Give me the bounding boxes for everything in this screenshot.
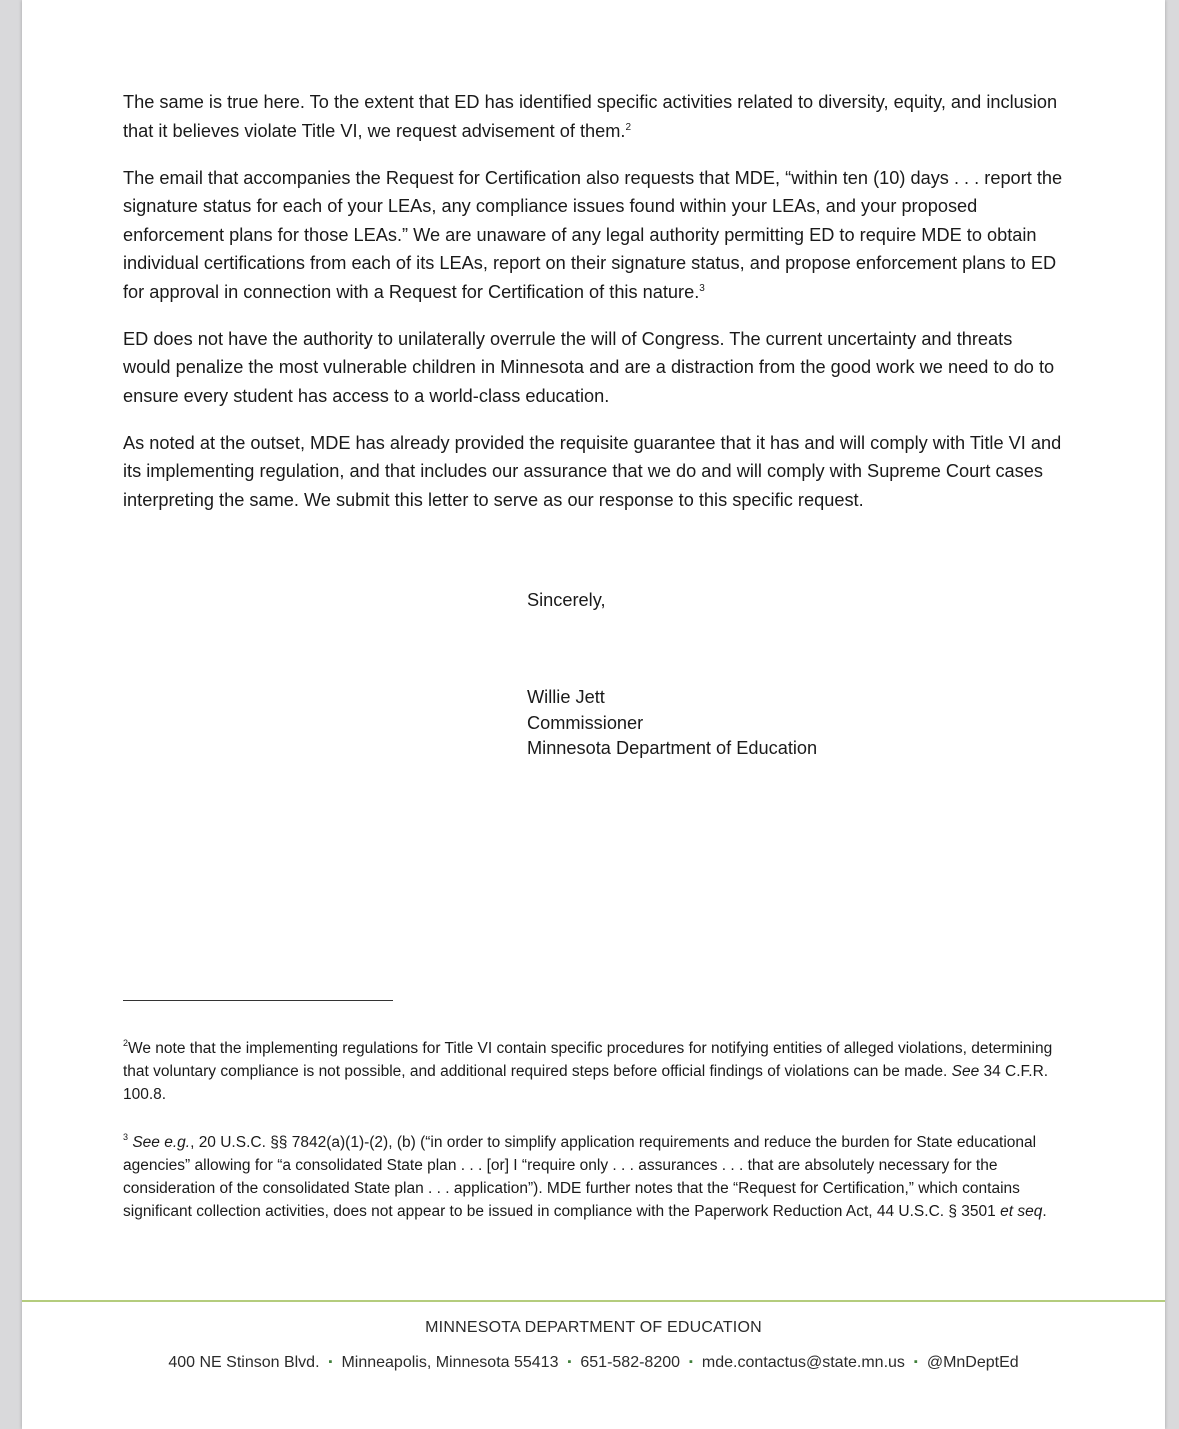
- bullet-icon: ▪: [328, 1356, 333, 1368]
- paragraph-compliance-guarantee: As noted at the outset, MDE has already provided the requisite guarantee that it has and will comply with Title VI and its implementing regulation, and that includes our assurance that we do and will comply with Supreme Court cases interpreting the same. We submit this letter to serve as our response to this specific request.: [123, 432, 1062, 510]
- footnote-3: $^3$ See e.g., 20 U.S.C. §§ 7842(a)(1)-(2), (b) (“in order to simplify application requirements and reduce the burden for State educational agencies” allowing for “a consolidated State plan . . . [or] I “require only . . . assurances . . . that are absolutely necessary for the consideration of the consolidated State plan . . . application”). MDE further notes that the “Request for Certification,” which contains significant collection activities, does not appear to be issued in compliance with the Paperwork Reduction Act, 44 U.S.C. § 3501 et seq.: [123, 1131, 1047, 1220]
- signature-block: [527, 685, 817, 762]
- footnote-separator: [123, 1000, 393, 1001]
- paragraph-authority-of-congress: ED does not have the authority to unilaterally overrule the will of Congress. The current uncertainty and threats would penalize the most vulnerable children in Minnesota and are a distraction from the good work we need to do to ensure every student has access to a world-class education.: [123, 328, 1055, 406]
- paragraph-lea-certifications: The email that accompanies the Request for Certification also requests that MDE, “within ten (10) days . . . report the signature status for each of your LEAs, any compliance issues found within your LEAs, and your proposed enforcement plans for those LEAs.” We are unaware of any legal authority permitting ED to require MDE to obtain individual certifications from each of its LEAs, report on their signature status, and propose enforcement plans to ED for approval in connection with a Request for Certification of this nature.$^3$: [123, 167, 1063, 302]
- signer-organization: Minnesota Department of Education: [527, 738, 818, 758]
- footnote-number: 2: [123, 1037, 129, 1048]
- footnote-ref-2[interactable]: 2: [625, 121, 631, 133]
- signer-title: Commissioner: [527, 712, 644, 733]
- bullet-icon: ▪: [913, 1356, 918, 1368]
- footer-organization: MINNESOTA DEPARTMENT OF EDUCATION: [425, 1319, 762, 1336]
- footnote-number: 3: [123, 1131, 129, 1142]
- footnote-2: $^2$We note that the implementing regulations for Title VI contain specific procedures for notifying entities of alleged violations, determining that voluntary compliance is not possible, and additional required steps before official findings of violations can be made. See 34 C.F.R. 100.8.: [123, 1037, 1053, 1103]
- footer-address: 400 NE Stinson Blvd.: [168, 1354, 320, 1371]
- bullet-icon: ▪: [567, 1356, 572, 1368]
- footer-email-link[interactable]: mde.contactus@state.mn.us: [701, 1354, 905, 1371]
- footer-contact-line: [22, 1354, 1165, 1372]
- footer-phone[interactable]: 651-582-8200: [580, 1354, 681, 1371]
- paragraph-diversity-equity-inclusion: The same is true here. To the extent that ED has identified specific activities related to diversity, equity, and inclusion that it believes violate Title VI, we request advisement of them.$^2$: [123, 92, 1058, 141]
- closing-salutation: Sincerely,: [527, 590, 606, 610]
- bullet-icon: ▪: [689, 1356, 693, 1368]
- footer-divider: [22, 1300, 1165, 1302]
- letter-body: [123, 88, 1063, 533]
- footer-city: Minneapolis, Minnesota 55413: [341, 1354, 559, 1371]
- letter-page: [22, 0, 1165, 1429]
- footer-social-handle[interactable]: @MnDeptEd: [926, 1354, 1019, 1371]
- signer-name: Willie Jett: [527, 687, 605, 707]
- footnote-ref-3[interactable]: 3: [699, 282, 705, 294]
